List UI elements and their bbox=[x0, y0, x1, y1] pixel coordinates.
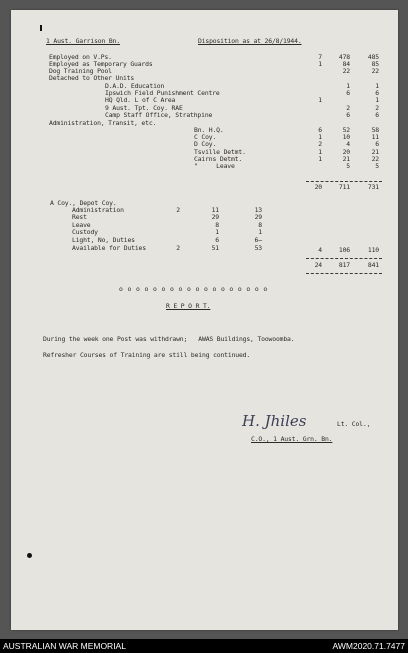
acoy-row-label: Administration bbox=[72, 206, 124, 214]
row-value-b: 21 bbox=[342, 155, 350, 163]
row-value-a: 6 bbox=[318, 126, 322, 134]
row-value-c: 85 bbox=[371, 60, 379, 68]
row-value-b: 52 bbox=[342, 126, 350, 134]
row-value-c: 6 bbox=[375, 89, 379, 97]
acoy-row-value-z: 8 bbox=[258, 221, 262, 229]
row-label: HQ Qld. L of C Area bbox=[105, 96, 176, 104]
signature-rank: Lt. Col., bbox=[337, 420, 371, 428]
row-label: 9 Aust. Tpt. Coy. RAE bbox=[105, 104, 183, 112]
row-value-b: 20 bbox=[342, 148, 350, 156]
signature-title: C.O., 1 Aust. Grn. Bn. bbox=[251, 435, 333, 443]
acoy-summary-b: 106 bbox=[338, 246, 350, 254]
row-label: Dog Training Pool bbox=[49, 67, 112, 75]
row-label: Cairns Detmt. bbox=[194, 155, 243, 163]
acoy-row-value-z: 1 bbox=[258, 228, 262, 236]
acoy-row-label: Available for Duties bbox=[72, 244, 146, 252]
total-rule-mid bbox=[306, 258, 382, 259]
footer-accession: AWM2020.71.7477 bbox=[332, 641, 405, 651]
acoy-row-value-y: 51 bbox=[211, 244, 219, 252]
row-value-a: 2 bbox=[318, 140, 322, 148]
row-value-c: 5 bbox=[375, 162, 379, 170]
disposition-heading: Disposition as at 26/8/1944. bbox=[198, 37, 302, 45]
row-label: C Coy. bbox=[194, 133, 217, 141]
row-value-c: 21 bbox=[371, 148, 379, 156]
row-label: Tsville Detmt. bbox=[194, 148, 246, 156]
row-value-b: 5 bbox=[346, 162, 350, 170]
total2-a: 24 bbox=[314, 261, 322, 269]
row-label: Employed as Temporary Guards bbox=[49, 60, 153, 68]
row-value-b: 22 bbox=[342, 67, 350, 75]
acoy-row-value-y: 29 bbox=[211, 213, 219, 221]
acoy-row-label: Leave bbox=[72, 221, 91, 229]
row-value-b: 4 bbox=[346, 140, 350, 148]
acoy-row-value-y: 8 bbox=[215, 221, 219, 229]
row-value-b: 84 bbox=[342, 60, 350, 68]
total-rule-top bbox=[306, 181, 382, 182]
row-value-c: 22 bbox=[371, 67, 379, 75]
row-value-c: 11 bbox=[371, 133, 379, 141]
total-rule-bottom bbox=[306, 273, 382, 274]
row-value-a: 7 bbox=[318, 53, 322, 61]
acoy-row-value-z: 6̶ bbox=[254, 236, 262, 244]
total1-a: 20 bbox=[314, 183, 322, 191]
acoy-row-label: Custody bbox=[72, 228, 98, 236]
total1-c: 731 bbox=[367, 183, 379, 191]
row-label: Camp Staff Office, Strathpine bbox=[105, 111, 213, 119]
row-label: Detached to Other Units bbox=[49, 74, 135, 82]
row-value-c: 6 bbox=[375, 140, 379, 148]
acoy-row-value-y: 11 bbox=[211, 206, 219, 214]
row-value-c: 2 bbox=[375, 104, 379, 112]
signature-scrawl: H. Jhiles bbox=[242, 412, 307, 430]
acoy-row-value-y: 1 bbox=[215, 228, 219, 236]
acoy-row-value-x: 2 bbox=[176, 244, 180, 252]
acoy-row-value-y: 6 bbox=[215, 236, 219, 244]
row-value-a: 1 bbox=[318, 60, 322, 68]
acoy-row-value-x: 2 bbox=[176, 206, 180, 214]
row-label: " Leave bbox=[194, 162, 235, 170]
total2-b: 817 bbox=[338, 261, 350, 269]
acoy-row-value-z: 13 bbox=[254, 206, 262, 214]
row-value-c: 22 bbox=[371, 155, 379, 163]
acoy-row-value-z: 29 bbox=[254, 213, 262, 221]
acoy-row-label: Light, No, Duties bbox=[72, 236, 135, 244]
row-value-c: 58 bbox=[371, 126, 379, 134]
row-value-a: 1 bbox=[318, 133, 322, 141]
row-label: Administration, Transit, etc. bbox=[49, 119, 157, 127]
row-value-b: 478 bbox=[338, 53, 350, 61]
row-value-a: 1 bbox=[318, 148, 322, 156]
row-value-b: 6 bbox=[346, 89, 350, 97]
unit-heading: 1 Aust. Garrison Bn. bbox=[46, 37, 120, 45]
total2-c: 841 bbox=[367, 261, 379, 269]
row-value-c: 1 bbox=[375, 96, 379, 104]
row-value-c: 485 bbox=[367, 53, 379, 61]
row-label: Ipswich Field Punishment Centre bbox=[105, 89, 220, 97]
row-label: Employed on V.Ps. bbox=[49, 53, 112, 61]
row-value-b: 1 bbox=[346, 82, 350, 90]
ink-blot bbox=[27, 553, 32, 558]
document-sheet bbox=[11, 10, 398, 630]
acoy-title: A Coy., Depot Coy. bbox=[50, 199, 117, 207]
row-value-b: 10 bbox=[342, 133, 350, 141]
footer-bar bbox=[0, 639, 408, 653]
dot-separator: o o o o o o o o o o o o o o o o o o bbox=[119, 285, 268, 293]
report-heading: R E P O R T. bbox=[166, 302, 211, 310]
row-value-a: 1 bbox=[318, 96, 322, 104]
total1-b: 711 bbox=[338, 183, 350, 191]
report-line-1: During the week one Post was withdrawn; AWAS Buildings, Toowoomba. bbox=[43, 335, 295, 343]
row-label: D.A.D. Education bbox=[105, 82, 165, 90]
row-value-b: 2 bbox=[346, 104, 350, 112]
row-value-b: 6 bbox=[346, 111, 350, 119]
acoy-summary-c: 110 bbox=[367, 246, 379, 254]
row-label: Bn. H.Q. bbox=[194, 126, 224, 134]
acoy-summary-a: 4 bbox=[318, 246, 322, 254]
row-label: D Coy. bbox=[194, 140, 217, 148]
report-line-2: Refresher Courses of Training are still being continued. bbox=[43, 351, 251, 359]
row-value-a: 1 bbox=[318, 155, 322, 163]
acoy-row-value-z: 53 bbox=[254, 244, 262, 252]
row-value-c: 6 bbox=[375, 111, 379, 119]
footer-institution: AUSTRALIAN WAR MEMORIAL bbox=[3, 641, 126, 651]
acoy-row-label: Rest bbox=[72, 213, 87, 221]
punch-mark bbox=[40, 25, 42, 31]
row-value-c: 1 bbox=[375, 82, 379, 90]
